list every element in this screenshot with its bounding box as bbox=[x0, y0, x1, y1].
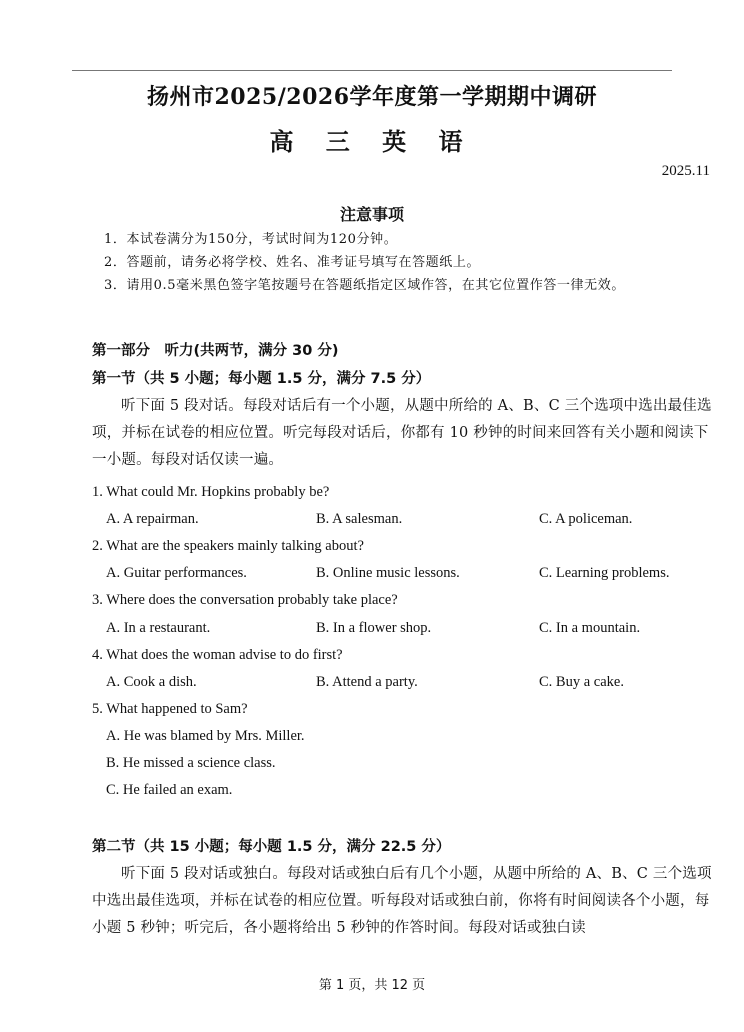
part1-heading: 第一部分 听力(共两节，满分 30 分) bbox=[92, 343, 339, 359]
option-a: A. A repairman. bbox=[106, 511, 199, 527]
option-b: B. Online music lessons. bbox=[316, 565, 460, 581]
section1-instructions: 听下面 5 段对话。每段对话后有一个小题，从题中所给的 A、B、C 三个选项中选出最佳选项，并标在试卷的相应位置。听完每段对话后，你都有 10 秒钟的时间来回答有关小题和阅读下一小题。每段对话仅读一遍。 bbox=[92, 398, 712, 468]
section2-instructions: 听下面 5 段对话或独白。每段对话或独白后有几个小题，从题中所给的 A、B、C 三个选项中选出最佳选项，并标在试卷的相应位置。听每段对话或独白前，你将有时间阅读各个小题，每小题 5 秒钟；听完后，各小题将给出 5 秒钟的作答时间。每段对话或独白读 bbox=[92, 866, 712, 936]
option-c: C. Learning problems. bbox=[539, 565, 670, 581]
notice-item: 3．请用0.5毫米黑色签字笔按题号在答题纸指定区域作答，在其它位置作答一律无效。 bbox=[104, 278, 625, 293]
section2-heading: 第二节（共 15 小题；每小题 1.5 分，满分 22.5 分） bbox=[92, 839, 451, 855]
notice-item: 2．答题前，请务必将学校、姓名、准考证号填写在答题纸上。 bbox=[104, 255, 481, 270]
exam-title: 扬州市2025/2026学年度第一学期期中调研 bbox=[147, 84, 597, 110]
question-stem: 1. What could Mr. Hopkins probably be? bbox=[92, 484, 330, 500]
option-a: A. He was blamed by Mrs. Miller. bbox=[106, 728, 305, 744]
section1-heading: 第一节（共 5 小题；每小题 1.5 分，满分 7.5 分） bbox=[92, 371, 431, 387]
exam-subject: 高 三 英 语 bbox=[269, 127, 475, 156]
option-c: C. Buy a cake. bbox=[539, 674, 624, 690]
option-c: C. A policeman. bbox=[539, 511, 633, 527]
question-stem: 5. What happened to Sam? bbox=[92, 701, 248, 717]
notice-item: 1．本试卷满分为150分，考试时间为120分钟。 bbox=[104, 232, 398, 247]
option-a: A. Cook a dish. bbox=[106, 674, 197, 690]
option-b: B. He missed a science class. bbox=[106, 755, 276, 771]
option-a: A. In a restaurant. bbox=[106, 620, 211, 636]
question-stem: 4. What does the woman advise to do first? bbox=[92, 647, 343, 663]
option-c: C. In a mountain. bbox=[539, 620, 641, 636]
option-a: A. Guitar performances. bbox=[106, 565, 247, 581]
question-stem: 2. What are the speakers mainly talking about? bbox=[92, 538, 364, 554]
question-stem: 3. Where does the conversation probably take place? bbox=[92, 592, 398, 608]
option-b: B. Attend a party. bbox=[316, 674, 418, 690]
notice-heading: 注意事项 bbox=[339, 205, 404, 224]
exam-date: 2025.11 bbox=[661, 163, 710, 179]
option-b: B. A salesman. bbox=[316, 511, 403, 527]
page-footer: 第 1 页，共 12 页 bbox=[318, 978, 426, 993]
option-c: C. He failed an exam. bbox=[106, 782, 233, 798]
option-b: B. In a flower shop. bbox=[316, 620, 432, 636]
top-rule bbox=[72, 70, 672, 71]
